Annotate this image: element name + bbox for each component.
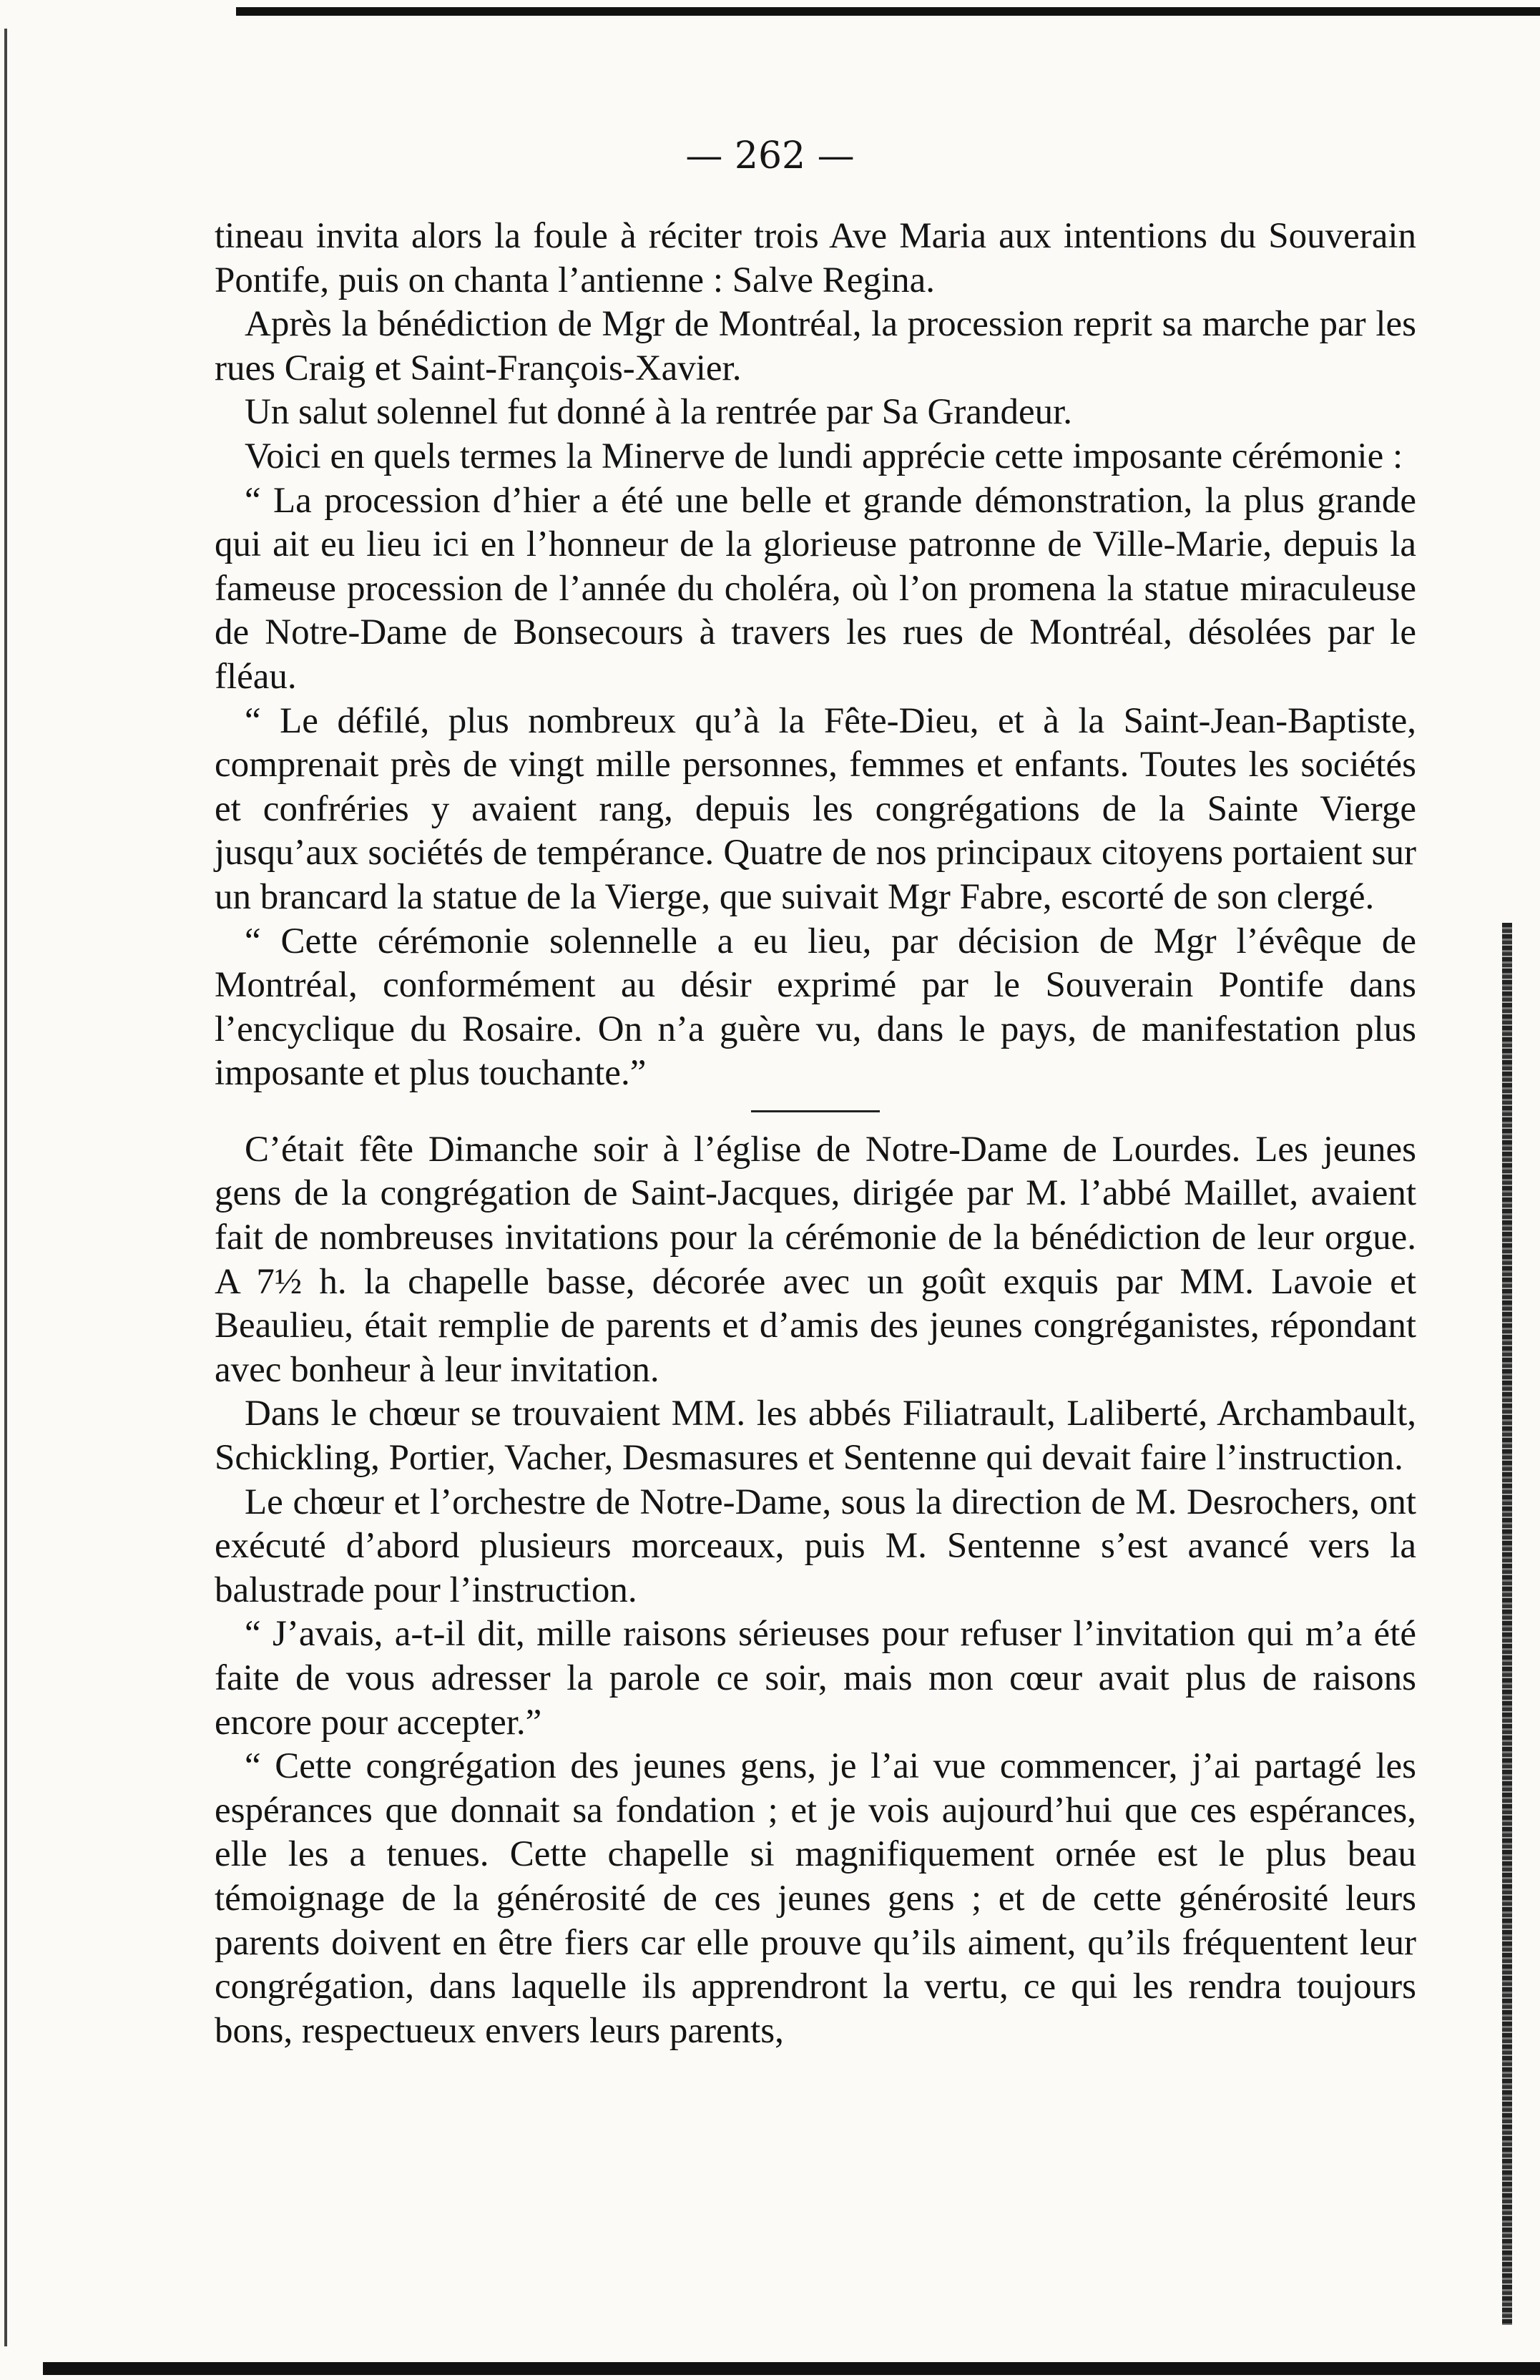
body-text [215,215,1416,2053]
bottom-border-rule [43,2362,1540,2375]
paragraph: “ La procession d’hier a été une belle et grande démonstration, la plus grande qui ait eu lieu ici en l’honneur de la glorieuse patronne de Ville-Marie, depuis la fameuse procession de l’année du choléra, où l’on promena la statue miraculeuse de Notre-Dame de Bonsecours à travers les rues de Montréal, désolées par le fléau. [215,480,1416,697]
section-divider [751,1110,880,1112]
paragraph: Un salut solennel fut donné à la rentrée par Sa Grandeur. [245,392,1073,433]
paragraph: C’était fête Dimanche soir à l’église de Notre-Dame de Lourdes. Les jeunes gens de la congrégation de Saint-Jacques, dirigée par M. l’abbé Maillet, avaient fait de nombreuses invitations pour la cérémonie de la bénédiction de leur orgue. A 7½ h. la chapelle basse, décorée avec un goût exquis par MM. Lavoie et Beaulieu, était remplie de parents et d’amis des jeunes congréganistes, répondant avec bonheur à leur invitation. [215,1129,1416,1390]
paragraph: tineau invita alors la foule à réciter trois Ave Maria aux intentions du Souverain Pontife, puis on chanta l’antienne : Salve Regina. [215,216,1416,300]
paragraph: “ Le défilé, plus nombreux qu’à la Fête-Dieu, et à la Saint-Jean-Baptiste, comprenait près de vingt mille personnes, femmes et enfants. Toutes les sociétés et confréries y avaient rang, depuis les congrégations de la Sainte Vierge jusqu’aux sociétés de tempérance. Quatre de nos principaux citoyens portaient sur un brancard la statue de la Vierge, que suivait Mgr Fabre, escorté de son clergé. [215,700,1416,917]
paragraph: “ Cette cérémonie solennelle a eu lieu, par décision de Mgr l’évêque de Montréal, conformément au désir exprimé par le Souverain Pontife dans l’encyclique du Rosaire. On n’a guère vu, dans le pays, de manifestation plus imposante et plus touchante.” [215,921,1416,1094]
paragraph: Dans le chœur se trouvaient MM. les abbés Filiatrault, Laliberté, Archambault, Schickling, Portier, Vacher, Desmasures et Sentenne qui devait faire l’instruction. [215,1394,1416,1479]
paragraph: Après la bénédiction de Mgr de Montréal, la procession reprit sa marche par les rues Craig et Saint-François-Xavier. [215,304,1416,388]
right-page-edge [1502,923,1512,2325]
left-page-edge [4,29,7,2346]
page-number: — 262 — [685,134,855,177]
paragraph: Le chœur et l’orchestre de Notre-Dame, sous la direction de M. Desrochers, ont exécuté d’abord plusieurs morceaux, puis M. Sentenne s’est avancé vers la balustrade pour l’instruction. [215,1482,1416,1610]
paragraph: Voici en quels termes la Minerve de lundi apprécie cette imposante cérémonie : [245,436,1403,476]
paragraph: “ J’avais, a-t-il dit, mille raisons sérieuses pour refuser l’invitation qui m’a été faite de vous adresser la parole ce soir, mais mon cœur avait plus de raisons encore pour accepter.” [215,1614,1416,1743]
paragraph: “ Cette congrégation des jeunes gens, je l’ai vue commencer, j’ai partagé les espérances que donnait sa fondation ; et je vois aujourd’hui que ces espérances, elle les a tenues. Cette chapelle si magnifiquement ornée est le plus beau témoignage de la générosité de ces jeunes gens ; et de cette générosité leurs parents doivent en être fiers car elle prouve qu’ils aiment, qu’ils fréquentent leur congrégation, dans laquelle ils apprendront la vertu, ce qui les rendra toujours bons, respectueux envers leurs parents, [215,1746,1416,2051]
top-border-rule [236,7,1540,16]
